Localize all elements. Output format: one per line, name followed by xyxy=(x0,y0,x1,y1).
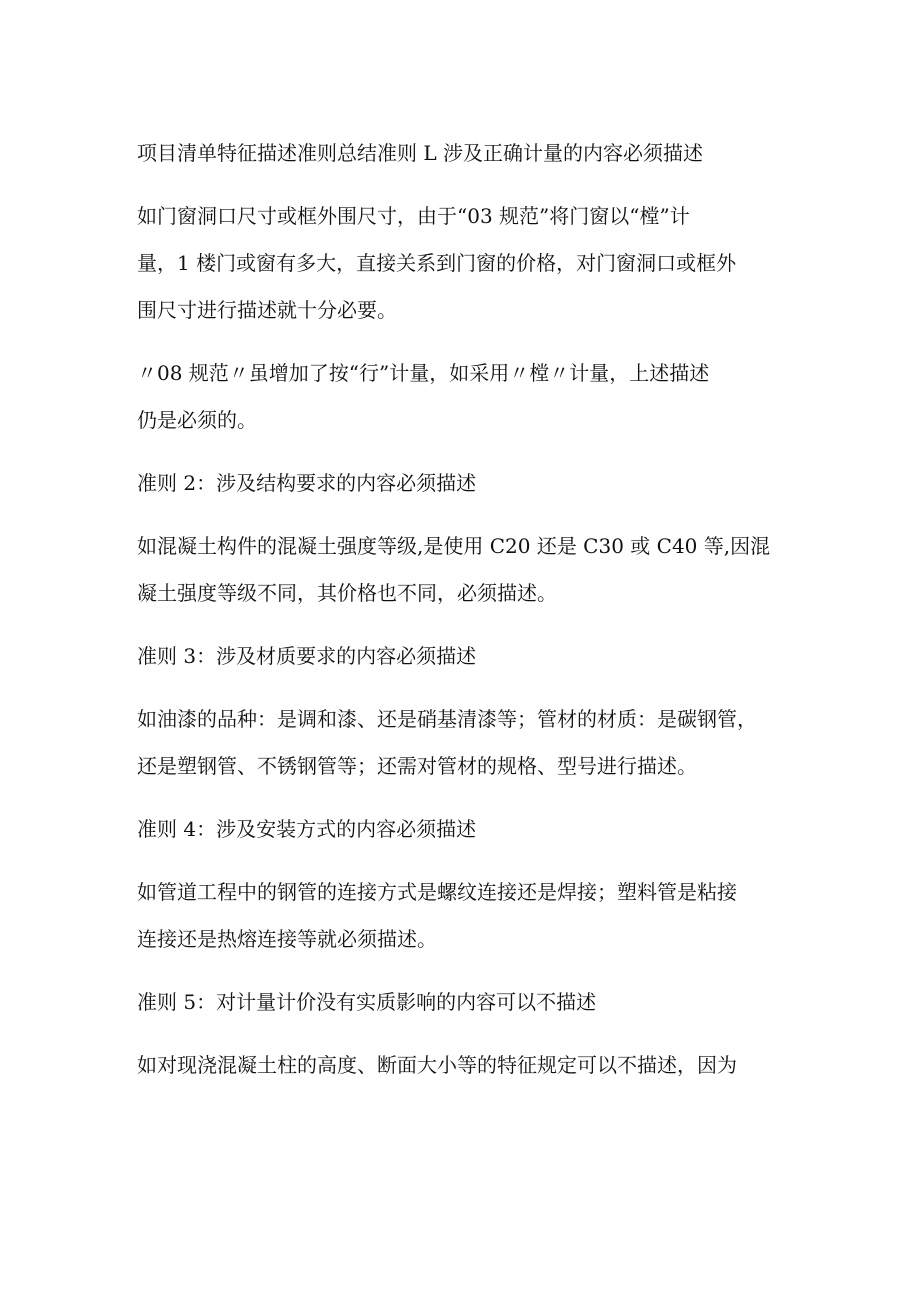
text-line: 准则 2：涉及结构要求的内容必须描述 xyxy=(137,471,477,495)
text-line: 如对现浇混凝土柱的高度、断面大小等的特征规定可以不描述，因为 xyxy=(137,1053,737,1077)
text-line: 如混凝土构件的混凝土强度等级,是使用 C20 还是 C30 或 C40 等,因混 xyxy=(137,534,771,558)
document-body xyxy=(137,130,797,1105)
text-line: 凝土强度等级不同，其价格也不同，必须描述。 xyxy=(137,581,557,605)
text-line: 量，1 楼门或窗有多大，直接关系到门窗的价格，对门窗洞口或框外 xyxy=(137,251,737,275)
heading-rule-3 xyxy=(137,633,797,680)
text-line: 准则 5：对计量计价没有实质影响的内容可以不描述 xyxy=(137,990,597,1014)
text-line: 〃08 规范〃虽增加了按“行”计量，如采用〃樘〃计量，上述描述 xyxy=(137,361,710,385)
text-line: 围尺寸进行描述就十分必要。 xyxy=(137,298,397,322)
heading-rule-2 xyxy=(137,460,797,507)
text-line: 如门窗洞口尺寸或框外围尺寸，由于“03 规范”将门窗以“樘”计 xyxy=(137,204,690,228)
heading-rule-5 xyxy=(137,979,797,1026)
paragraph-door-window xyxy=(137,193,797,334)
text-line: 准则 4：涉及安装方式的内容必须描述 xyxy=(137,817,477,841)
paragraph-title xyxy=(137,130,797,177)
text-line: 项目清单特征描述准则总结准则 L 涉及正确计量的内容必须描述 xyxy=(137,141,703,165)
heading-rule-4 xyxy=(137,806,797,853)
text-line: 仍是必须的。 xyxy=(137,408,257,432)
text-line: 连接还是热熔连接等就必须描述。 xyxy=(137,927,437,951)
paragraph-concrete-grade xyxy=(137,523,797,617)
paragraph-material xyxy=(137,696,797,790)
paragraph-column xyxy=(137,1042,797,1089)
paragraph-08-spec xyxy=(137,350,797,444)
text-line: 如管道工程中的钢管的连接方式是螺纹连接还是焊接；塑料管是粘接 xyxy=(137,880,737,904)
paragraph-installation xyxy=(137,869,797,963)
text-line: 还是塑钢管、不锈钢管等；还需对管材的规格、型号进行描述。 xyxy=(137,754,697,778)
text-line: 如油漆的品种：是调和漆、还是硝基清漆等；管材的材质：是碳钢管， xyxy=(137,707,757,731)
text-line: 准则 3：涉及材质要求的内容必须描述 xyxy=(137,644,477,668)
